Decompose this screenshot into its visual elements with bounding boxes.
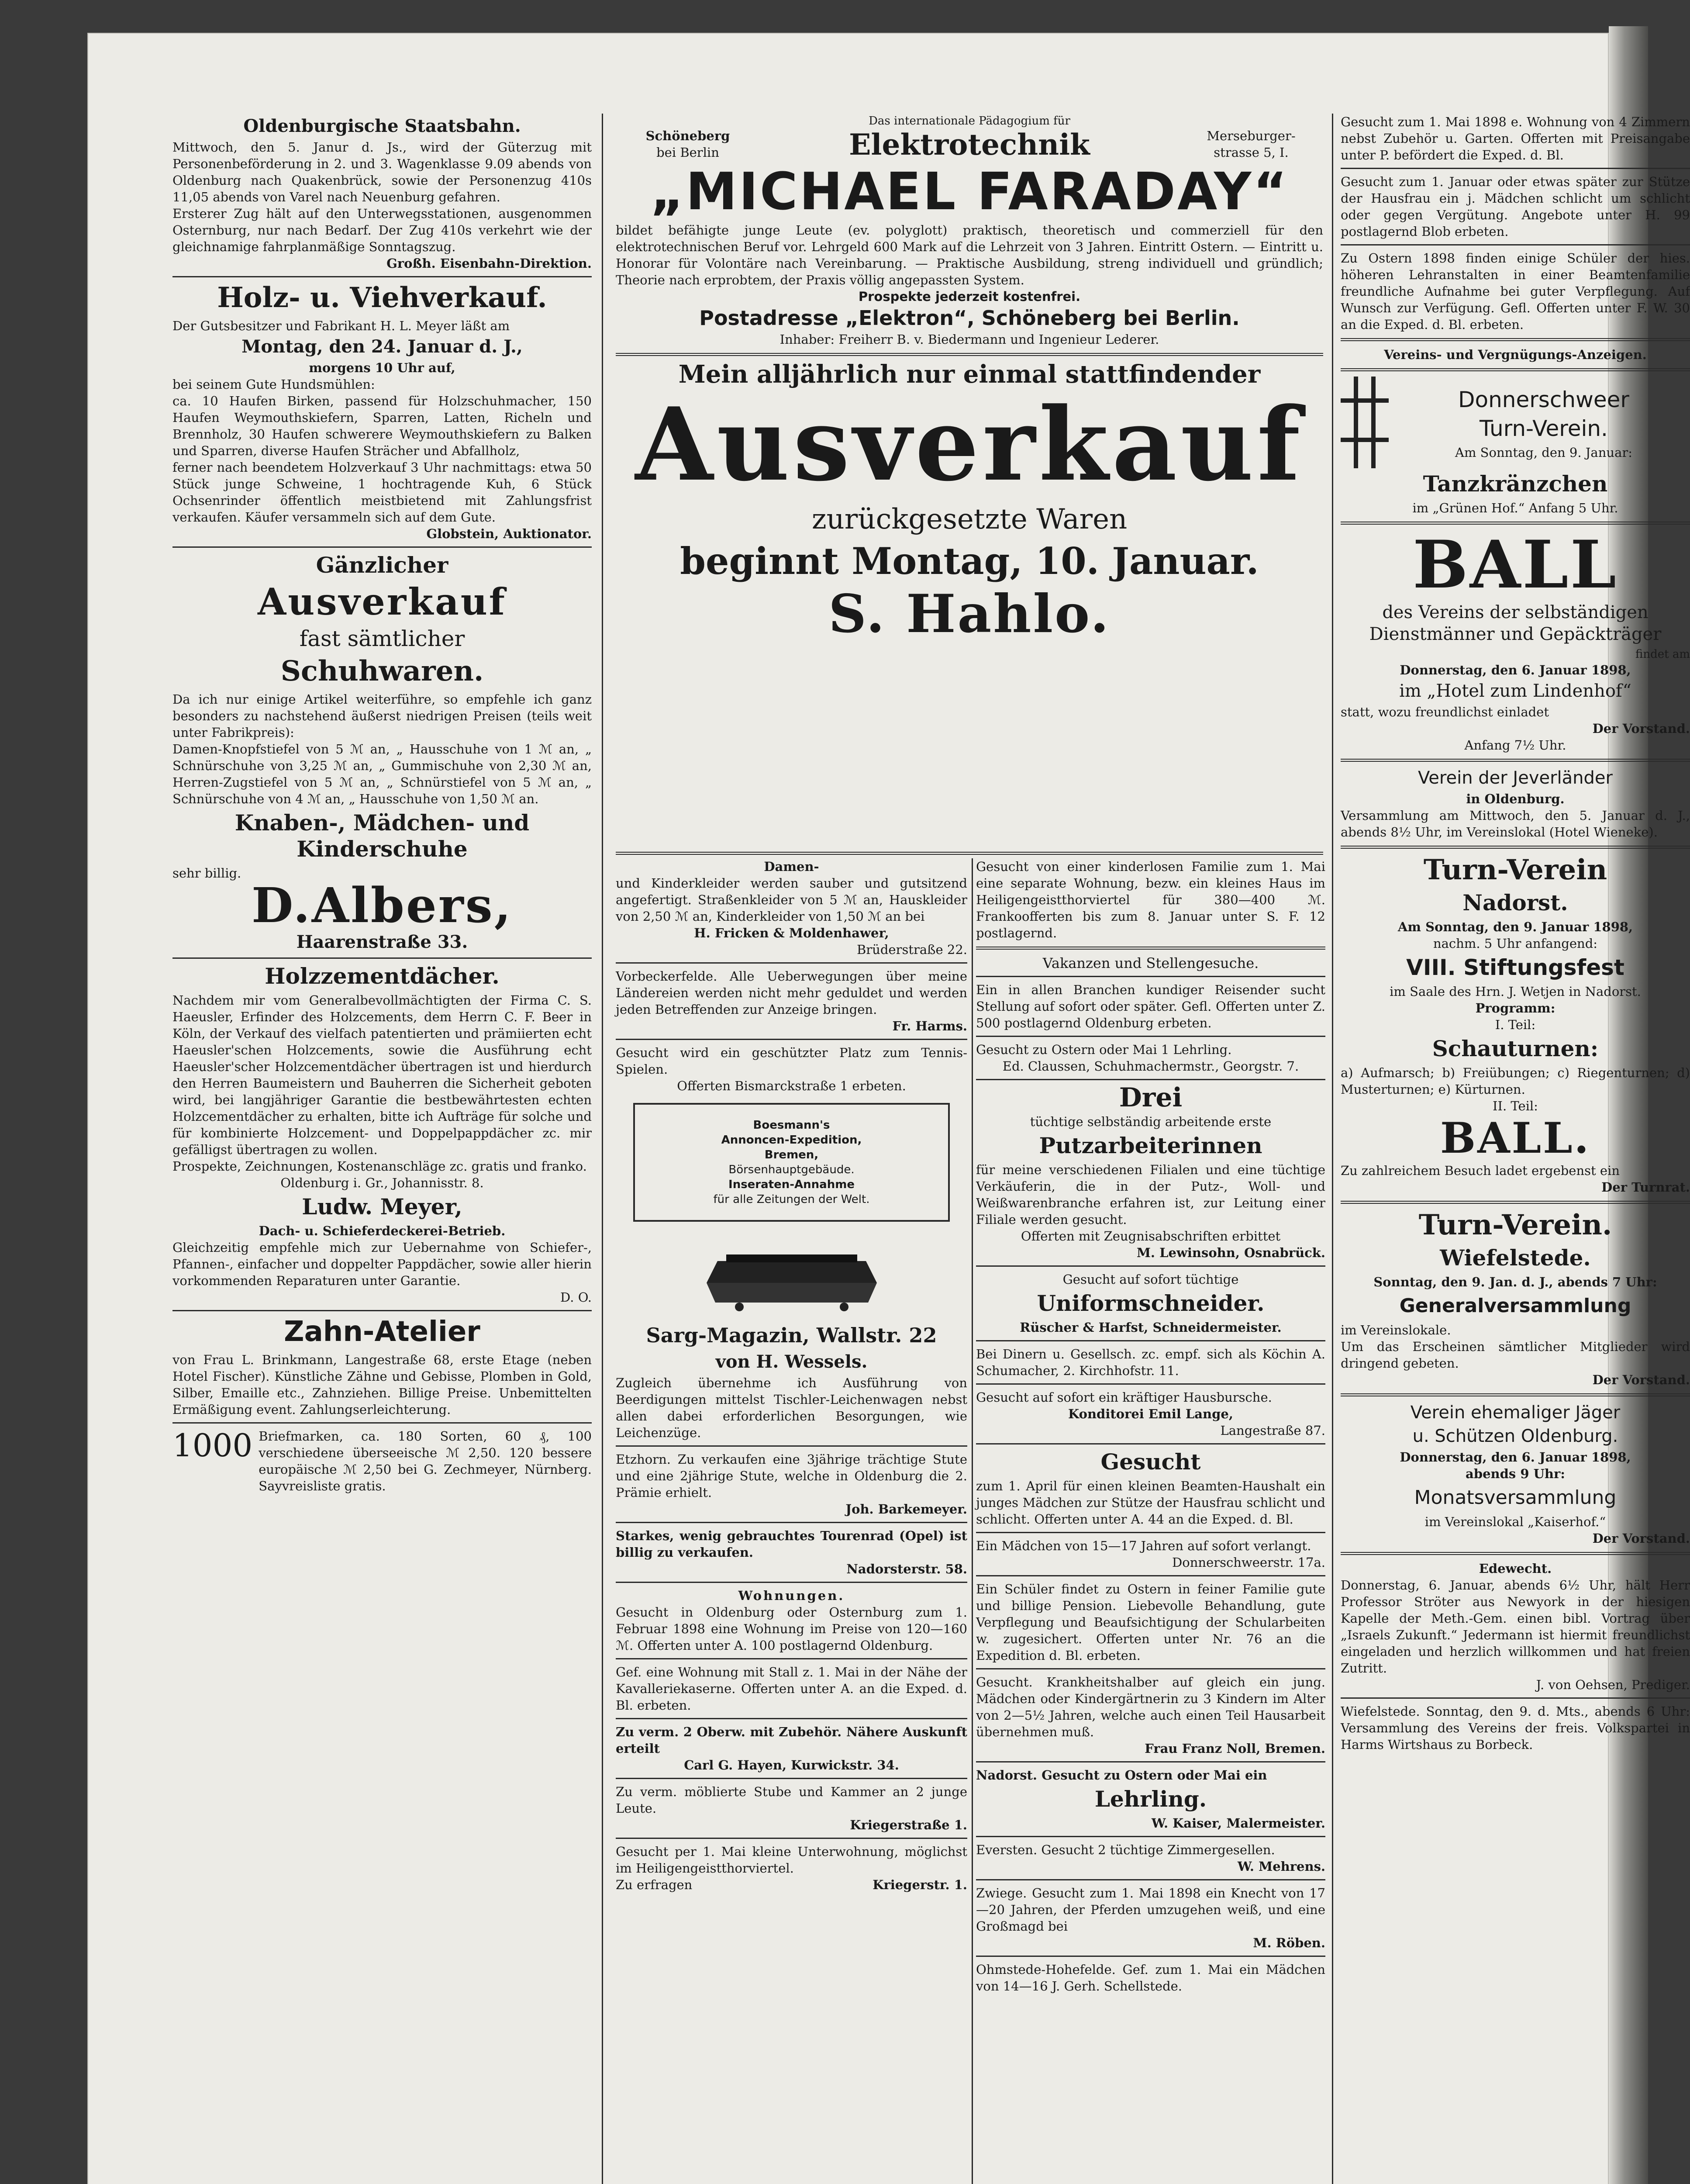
signature: M. Röben.: [1253, 1935, 1325, 1950]
text: Annoncen-Expedition,: [721, 1133, 862, 1147]
divider: [976, 1956, 1325, 1957]
signature: Großh. Eisenbahn-Direktion.: [386, 256, 592, 271]
heading: Generalversammlung: [1399, 1295, 1631, 1317]
heading: beginnt Montag, 10. Januar.: [680, 539, 1259, 583]
date: Am Sonntag, den 9. Januar:: [1455, 445, 1632, 460]
place: im Vereinslokale.: [1341, 1323, 1451, 1337]
signature: Der Vorstand.: [1592, 1531, 1690, 1546]
text: Inseraten-Annahme: [728, 1178, 855, 1191]
text: Bei Dinern u. Gesellsch. zc. empf. sich als Köchin A. Schumacher, 2. Kirchhofstr. 11.: [976, 1347, 1325, 1378]
heading: u. Schützen Oldenburg.: [1412, 1426, 1618, 1446]
place: im „Hotel zum Lindenhof“: [1399, 681, 1631, 701]
signature: Rüscher & Harfst, Schneidermeister.: [1020, 1320, 1282, 1335]
heading: Ausverkauf: [635, 386, 1304, 504]
heading: Wiefelstede.: [1440, 1245, 1591, 1271]
text: Wiefelstede. Sonntag, den 9. d. Mts., abends 6 Uhr: Versammlung des Vereins der freis. Volkspartei in Harms Wirtshaus zu Borbeck.: [1341, 1704, 1690, 1752]
text: von Frau L. Brinkmann, Langestraße 68, erste Etage (neben Hotel Fischer). Künstliche Zähne und Gebisse, Plomben in Gold, Silber, Emaille etc., Zahnziehen. Billige Preise. Unbemittelten Ermäßigung event. Zahlungserleichterung.: [172, 1352, 592, 1417]
address: Donnerschweerstr. 17a.: [1172, 1555, 1325, 1570]
text: bildet befähigte junge Leute (ev. polyglott) praktisch, theoretisch und commerziell für den elektrotechnischen Beruf vor. Lehrgeld 600 Mark auf die Lehrzeit von 3 Jahren. Eintritt Ostern. — Eintritt u. Honorar für Volontäre nach Vereinbarung. — Praktische Ausbildung, streng individuell und gründlich; Theorie nach erprobtem, der Praxis völlig angepassten System.: [616, 223, 1323, 287]
divider: [976, 1532, 1325, 1533]
text: Nachdem mir vom Generalbevollmächtigten der Firma C. S. Haeusler, Erfinder des Holzcements, dem Herrn C. F. Beer in Köln, der Verkauf des vielfach patentierten und prämiierten echt Haeusler'schen Holzcements, sowie die Ausführung echt Haeusler'scher Holzcementdächer übertragen ist und hierdurch den Herren Baumeistern und Bauherren die Sicherheit geboten wird, bei langjähriger Garantie die bestbewährtesten echten Holzcementdächer zu erhalten, bitte ich Aufträge für solche und für kombinierte Holzcement- und Doppelpappdächer zc. mir gefälligst übertragen zu wollen.: [172, 993, 592, 1157]
heading: zurückgesetzte Waren: [811, 503, 1128, 536]
place: im Saale des Hrn. J. Wetjen in Nadorst.: [1390, 984, 1641, 999]
text: Zu Ostern 1898 finden einige Schüler der hies. höheren Lehranstalten in einer Beamtenfamilie freundliche Aufnahme bei guter Verpflegung. Auf Wunsch zur Verfügung. Gefl. Offerten unter F. W. 30 an die Exped. d. Bl. erbeten.: [1341, 251, 1690, 332]
text: Ohmstede-Hohefelde. Gef. zum 1. Mai ein Mädchen von 14—16 J. Gerh. Schellstede.: [976, 1962, 1325, 1994]
text: Ein Schüler findet zu Ostern in feiner Familie gute und billige Pension. Liebevolle Behandlung, gute Verpflegung und Beaufsichtigung der Schularbeiten w. zugesichert. Offerten unter Nr. 76 an die Expedition d. Bl. erbeten.: [976, 1582, 1325, 1663]
divider: [1341, 368, 1690, 371]
divider: [976, 1383, 1325, 1385]
text: strasse 5, I.: [1214, 145, 1289, 160]
divider: [172, 276, 592, 277]
heading: Zahn-Atelier: [284, 1316, 480, 1348]
text: Boesmann's: [753, 1119, 830, 1132]
text: Da ich nur einige Artikel weiterführe, so empfehle ich ganz besonders zu nachstehend äußerst niedrigen Preisen (teils weit unter Fabrikpreis):: [172, 692, 592, 740]
column-rule: [602, 114, 603, 2184]
stamp-count: 1000: [172, 1427, 253, 1464]
text: tüchtige selbständig arbeitende erste: [1030, 1114, 1272, 1129]
text: Briefmarken, ca. 180 Sorten, 60 ₰, 100 verschiedene überseeische ℳ 2,50. 120 bessere europäische ℳ 2,50 bei G. Zechmeyer, Nürnberg. Sayvreisliste gratis.: [259, 1429, 592, 1493]
text: ca. 10 Haufen Birken, passend für Holzschuhmacher, 150 Haufen Weymouthskiefern, Sparren, Latten, Richeln und Brennholz, 30 Haufen schwerere Weymouthskiefern zu Balken und Sparren, diverse Haufen Strächer und Abfallholz,: [172, 394, 592, 458]
text: Gesucht zum 1. Januar oder etwas später zur Stütze der Hausfrau ein j. Mädchen schlicht um schlicht oder gegen Vergütung. Angebote unter H. 99 postlagernd Blob erbeten.: [1341, 174, 1690, 239]
heading: Nadorst.: [1462, 890, 1568, 916]
heading: Tanzkränzchen: [1423, 471, 1608, 497]
company-type: Dach- u. Schieferdeckerei-Betrieb.: [259, 1223, 506, 1238]
text: Prospekte jederzeit kostenfrei.: [858, 289, 1081, 304]
divider: [1341, 1393, 1690, 1396]
time: abends 9 Uhr:: [1466, 1466, 1565, 1481]
divider: [616, 1778, 967, 1779]
column-2a: [616, 858, 967, 2184]
date: Donnerstag, den 6. Januar 1898,: [1400, 1450, 1631, 1465]
heading: Turn-Verein.: [1418, 1209, 1612, 1241]
turner-cross-icon: [1341, 377, 1389, 468]
divider: [1341, 1697, 1690, 1699]
text: Zwiege. Gesucht zum 1. Mai 1898 ein Knecht von 17—20 Jahren, der Pferden umzugehen weiß, und eine Großmagd bei: [976, 1886, 1325, 1934]
text: Gesucht per 1. Mai kleine Unterwohnung, möglichst im Heiligengeistthorviertel.: [616, 1844, 967, 1876]
heading: BALL: [1412, 526, 1618, 603]
text: Merseburger-: [1207, 128, 1296, 143]
signature: H. Fricken & Moldenhawer,: [694, 926, 889, 940]
heading: in Oldenburg.: [1466, 791, 1565, 806]
text: Nadorst. Gesucht zu Ostern oder Mai ein: [976, 1768, 1267, 1783]
text: Zu verm. möblierte Stube und Kammer an 2 junge Leute.: [616, 1784, 967, 1816]
signature: Fr. Harms.: [892, 1019, 967, 1033]
text: Ein Mädchen von 15—17 Jahren auf sofort verlangt.: [976, 1538, 1311, 1553]
heading: Vereins- und Vergnügungs-Anzeigen.: [1384, 347, 1647, 362]
divider: [1341, 759, 1690, 762]
heading: Holzzementdächer.: [265, 963, 500, 989]
text: Börsenhauptgebäude.: [728, 1163, 855, 1176]
divider: [616, 1718, 967, 1719]
postal-address: Postadresse „Elektron“, Schöneberg bei Berlin.: [699, 306, 1240, 330]
text: Schöneberg: [645, 128, 730, 143]
text: Gef. eine Wohnung mit Stall z. 1. Mai in der Nähe der Kavalleriekaserne. Offerten unter A. an die Exped. d. Bl. erbeten.: [616, 1665, 967, 1713]
text: im „Grünen Hof.“ Anfang 5 Uhr.: [1412, 501, 1618, 515]
signature: W. Mehrens.: [1237, 1859, 1325, 1874]
text: für meine verschiedenen Filialen und eine tüchtige Verkäuferin, die in der Putz-, Woll- und Weißwarenbranche erfahren ist, zur Leitung einer Filiale werden gesucht.: [976, 1162, 1325, 1227]
divider: [976, 1036, 1325, 1037]
turnverein-block: [1341, 377, 1690, 468]
divider: [1341, 1552, 1690, 1555]
heading: BALL.: [1440, 1113, 1591, 1163]
divider: [1341, 846, 1690, 849]
signature: M. Lewinsohn, Osnabrück.: [1136, 1245, 1325, 1260]
text: a) Aufmarsch; b) Freiübungen; c) Riegenturnen; d) Musterturnen; e) Kürturnen.: [1341, 1065, 1690, 1097]
divider: [616, 852, 1323, 855]
divider: [976, 947, 1325, 950]
heading: Putzarbeiterinnen: [1039, 1133, 1262, 1158]
heading: Gesucht: [1100, 1449, 1201, 1475]
text: Das internationale Pädagogium für: [869, 114, 1070, 128]
signature: Joh. Barkemeyer.: [845, 1502, 967, 1517]
heading: Programm:: [1475, 1001, 1555, 1016]
heading: Turn-Verein.: [1480, 416, 1608, 441]
text: Gesucht zu Ostern oder Mai 1 Lehrling.: [976, 1042, 1232, 1057]
heading: Verein ehemaliger Jäger: [1410, 1403, 1621, 1423]
heading: Sarg-Magazin, Wallstr. 22: [646, 1324, 937, 1347]
text: Ersterer Zug hält auf den Unterwegsstationen, ausgenommen Osternburg, nur nach Bedarf. Der Zug 410s verkehrt wie der gleichnamige fahrplanmäßige Sonntagszug.: [172, 206, 592, 254]
text: Inhaber: Freiherr B. v. Biedermann und Ingenieur Lederer.: [779, 332, 1159, 347]
divider: [976, 1668, 1325, 1669]
coffin-icon: [700, 1230, 883, 1313]
heading: Schuhwaren.: [280, 655, 484, 688]
text: Gesucht wird ein geschützter Platz zum Tennis-Spielen.: [616, 1045, 967, 1077]
heading: Lehrling.: [1094, 1786, 1207, 1812]
divider: [616, 1039, 967, 1040]
column-2-top: [616, 114, 1323, 852]
divider: [616, 1658, 967, 1659]
divider: [976, 1761, 1325, 1762]
text: Gesucht. Krankheitshalber auf gleich ein jung. Mädchen oder Kindergärtnerin zu 3 Kindern im Alter von 2—5½ Jahren, welche auch einen Teil Hausarbeit übernehmen muß.: [976, 1675, 1325, 1739]
divider: [976, 1575, 1325, 1576]
signature: Der Turnrat.: [1601, 1180, 1690, 1195]
address: Haarenstraße 33.: [296, 932, 468, 952]
text: Zu erfragen: [616, 1877, 693, 1892]
divider: [976, 1443, 1325, 1444]
divider: [172, 1422, 592, 1424]
heading: Elektrotechnik: [849, 128, 1090, 162]
text: Zugleich übernehme ich Ausführung von Beerdigungen mittelst Tischler-Leichenwagen nebst allen dabei erforderlichen Besorgungen, wie Leichenzüge.: [616, 1375, 967, 1440]
heading: Verein der Jeverländer: [1418, 768, 1613, 788]
text: II. Teil:: [1493, 1099, 1538, 1113]
date: Am Sonntag, den 9. Januar 1898,: [1397, 919, 1633, 934]
text: Starkes, wenig gebrauchtes Tourenrad (Opel) ist billig zu verkaufen.: [616, 1528, 967, 1560]
text: Bremen,: [764, 1148, 819, 1161]
address: Kriegerstr. 1.: [873, 1877, 967, 1892]
column-4: [1341, 114, 1690, 2184]
text: Anfang 7½ Uhr.: [1464, 738, 1566, 753]
divider: [616, 962, 967, 964]
text: Gleichzeitig empfehle mich zur Uebernahme von Schiefer-, Pfannen-, einfacher und doppelter Pappdächer, sowie aller hierin vorkommenden Reparaturen unter Garantie.: [172, 1240, 592, 1288]
divider: [1341, 1201, 1690, 1204]
place: im Vereinslokal „Kaiserhof.“: [1424, 1514, 1606, 1529]
text: findet am: [1635, 648, 1690, 661]
text: des Vereins der selbständigen Dienstmänner und Gepäckträger: [1369, 602, 1662, 644]
divider: [976, 976, 1325, 977]
faraday-right: [1179, 128, 1323, 161]
text: Donnerstag, 6. Januar, abends 6½ Uhr, hält Herr Professor Ströter aus Newyork in der hiesigen Kapelle der Meth.-Gem. einen bibl. Vortrag über „Israels Zukunft.“ Jedermann ist hiermit freundlichst eingeladen und herzlich willkommen und hat freien Zutritt.: [1341, 1578, 1690, 1676]
boesmann-box: [633, 1103, 950, 1222]
address: Oldenburg i. Gr., Johannisstr. 8.: [280, 1175, 484, 1190]
heading: Vakanzen und Stellengesuche.: [1042, 955, 1259, 971]
text: Gesucht auf sofort ein kräftiger Hausbursche.: [976, 1390, 1272, 1405]
signature: D. O.: [560, 1290, 592, 1305]
stamp-ad: [172, 1428, 592, 1494]
time: morgens 10 Uhr auf,: [309, 360, 455, 375]
divider: [976, 1079, 1325, 1080]
heading: fast sämtlicher: [299, 626, 465, 651]
text: Gesucht auf sofort tüchtige: [1062, 1272, 1239, 1287]
signature: J. von Oehsen, Prediger.: [1536, 1677, 1690, 1692]
text: Damen-Knopfstiefel von 5 ℳ an, „ Hausschuhe von 1 ℳ an, „ Schnürschuhe von 3,25 ℳ an, „ Gummischuhe von 2,30 ℳ an, Herren-Zugstiefel von 5 ℳ an, „ Schnürstiefel von 5 ℳ an, „ Schnürschuhe von 4 ℳ an, „ Hausschuhe von 1,50 ℳ an.: [172, 742, 592, 806]
text: Gesucht zum 1. Mai 1898 e. Wohnung von 4 Zimmern nebst Zubehör u. Garten. Offerten mit Preisangabe unter P. befördert die Exped. d. Bl.: [1341, 114, 1690, 162]
text: Gesucht von einer kinderlosen Familie zum 1. Mai eine separate Wohnung, bezw. ein kleines Haus im Heiligengeistthorviertel für 380—400 ℳ. Frankoofferten bis zum 8. Januar unter S. F. 12 postlagernd.: [976, 859, 1325, 940]
signature: Globstein, Auktionator.: [426, 526, 592, 541]
divider: [976, 1836, 1325, 1837]
signature: Frau Franz Noll, Bremen.: [1145, 1741, 1325, 1756]
divider: [172, 957, 592, 959]
text: Etzhorn. Zu verkaufen eine 3jährige trächtige Stute und eine 2jährige Stute, welche in Oldenburg die 2. Prämie erhielt.: [616, 1452, 967, 1500]
text: Offerten mit Zeugnisabschriften erbittet: [1021, 1229, 1281, 1244]
heading: Ausverkauf: [258, 580, 507, 623]
signature: Der Vorstand.: [1592, 1372, 1690, 1387]
address: Kriegerstraße 1.: [850, 1818, 967, 1832]
turnverein-text: [1397, 384, 1690, 461]
heading: Oldenburgische Staatsbahn.: [243, 116, 521, 136]
text: I. Teil:: [1495, 1017, 1536, 1032]
divider: [616, 1582, 967, 1583]
text: Versammlung am Mittwoch, den 5. Januar d. J., abends 8½ Uhr, im Vereinslokal (Hotel Wieneke).: [1341, 808, 1690, 840]
divider: [1341, 168, 1690, 169]
column-rule: [1332, 114, 1333, 2184]
divider: [976, 1265, 1325, 1267]
company-name: S. Hahlo.: [828, 583, 1111, 645]
faraday-header: [616, 114, 1323, 161]
divider: [1341, 244, 1690, 245]
date: Sonntag, den 9. Jan. d. J., abends 7 Uhr:: [1373, 1275, 1657, 1289]
time: nachm. 5 Uhr anfangend:: [1433, 936, 1598, 951]
heading: Holz- u. Viehverkauf.: [217, 281, 547, 314]
heading: Knaben-, Mädchen- und Kinderschuhe: [235, 810, 530, 862]
column-rule: [972, 858, 973, 2184]
signature: von H. Wessels.: [715, 1351, 868, 1372]
text: Ein in allen Branchen kundiger Reisender sucht Stellung auf sofort oder später. Gefl. Offerten unter Z. 500 postlagernd Oldenburg erbeten.: [976, 982, 1325, 1030]
text: Vorbeckerfelde. Alle Ueberwegungen über meine Ländereien werden nicht mehr geduldet und werden jeden Betreffenden zur Anzeige bringen.: [616, 969, 967, 1017]
signature: Der Vorstand.: [1592, 721, 1690, 736]
text: Der Gutsbesitzer und Fabrikant H. L. Meyer läßt am: [172, 318, 510, 333]
column-1: [172, 114, 592, 2184]
divider: [172, 1310, 592, 1311]
text: Um das Erscheinen sämtlicher Mitglieder wird dringend gebeten.: [1341, 1339, 1690, 1371]
signature: Konditorei Emil Lange,: [1068, 1406, 1233, 1421]
heading: Drei: [1119, 1082, 1183, 1113]
address: Offerten Bismarckstraße 1 erbeten.: [677, 1078, 906, 1093]
row: [616, 1876, 967, 1893]
text: sehr billig.: [172, 866, 241, 881]
heading: Donnerschweer: [1458, 387, 1629, 412]
text: bei Berlin: [656, 145, 719, 160]
text: ferner nach beendetem Holzverkauf 3 Uhr nachmittags: etwa 50 Stück junge Schweine, 1 hochtragende Kuh, 6 Stück Ochsenrinder öffentlich meistbietend mit Zahlungsfrist verkaufen. Käufer versammeln sich auf dem Gute.: [172, 460, 592, 525]
heading: Edewecht.: [1479, 1561, 1552, 1576]
signature: W. Kaiser, Malermeister.: [1151, 1816, 1325, 1831]
faraday-center: [760, 114, 1179, 161]
address: Brüderstraße 22.: [857, 942, 967, 957]
text: Mittwoch, den 5. Janur d. Js., wird der Güterzug mit Personenbeförderung in 2. und 3. Wagenklasse 9.09 abends von Oldenburg nach Quakenbrück, sowie der Personenzug 410s 11,05 abends von Varel nach Neuenburg gefahren.: [172, 140, 592, 204]
divider: [616, 353, 1323, 356]
date: Montag, den 24. Januar d. J.,: [241, 336, 523, 357]
text: bei seinem Gute Hundsmühlen:: [172, 377, 375, 392]
newspaper-page: [87, 33, 1690, 2184]
signature: Carl G. Hayen, Kurwickstr. 34.: [684, 1758, 899, 1773]
date: Donnerstag, den 6. Januar 1898,: [1400, 663, 1631, 677]
divider: [976, 1879, 1325, 1880]
divider: [172, 546, 592, 548]
signature: Ed. Claussen, Schuhmachermstr., Georgstr. 7.: [1002, 1059, 1299, 1074]
divider: [616, 1522, 967, 1523]
text: Gesucht in Oldenburg oder Osternburg zum 1. Februar 1898 eine Wohnung im Preise von 120—160 ℳ. Offerten unter A. 100 postlagernd Oldenburg.: [616, 1605, 967, 1653]
heading: Uniformschneider.: [1037, 1290, 1265, 1316]
faraday-left: [616, 128, 760, 161]
text: Zu zahlreichem Besuch ladet ergebenst ein: [1341, 1163, 1620, 1178]
company-name: Ludw. Meyer,: [302, 1194, 462, 1220]
heading: Gänzlicher: [316, 552, 448, 578]
text: statt, wozu freundlichst einladet: [1341, 705, 1549, 719]
heading: Schauturnen:: [1432, 1036, 1599, 1061]
text: Eversten. Gesucht 2 tüchtige Zimmergesellen.: [976, 1842, 1275, 1857]
divider: [616, 1445, 967, 1447]
divider: [976, 1340, 1325, 1341]
text: Prospekte, Zeichnungen, Kostenanschläge zc. gratis und franko.: [172, 1159, 587, 1174]
heading: VIII. Stiftungsfest: [1406, 955, 1624, 980]
heading: Wohnungen.: [738, 1588, 845, 1603]
heading: Damen-: [764, 859, 819, 874]
heading: Monatsversammlung: [1414, 1486, 1617, 1509]
divider: [1341, 338, 1690, 341]
address: Langestraße 87.: [1220, 1423, 1325, 1438]
text: zum 1. April für einen kleinen Beamten-Haushalt ein junges Mädchen zur Stütze der Hausfrau schlicht und schlicht. Offerten unter A. 44 an die Exped. d. Bl.: [976, 1479, 1325, 1527]
address: Nadorsterstr. 58.: [846, 1562, 967, 1576]
text: und Kinderkleider werden sauber und gutsitzend angefertigt. Straßenkleider von 5 ℳ an, Hauskleider von 2,50 ℳ an, Kinderkleider von 1,50 ℳ an bei: [616, 876, 967, 924]
text: für alle Zeitungen der Welt.: [713, 1193, 870, 1206]
text: Zu verm. 2 Oberw. mit Zubehör. Nähere Auskunft erteilt: [616, 1724, 967, 1756]
company-name: D.Albers,: [252, 877, 513, 933]
heading: Mein alljährlich nur einmal stattfindender: [678, 360, 1261, 389]
divider: [616, 1838, 967, 1839]
divider: [1341, 522, 1690, 525]
heading: Turn-Verein: [1423, 854, 1607, 886]
faraday-title: „MICHAEL FARADAY“: [650, 161, 1289, 221]
column-2b: [976, 858, 1325, 2184]
